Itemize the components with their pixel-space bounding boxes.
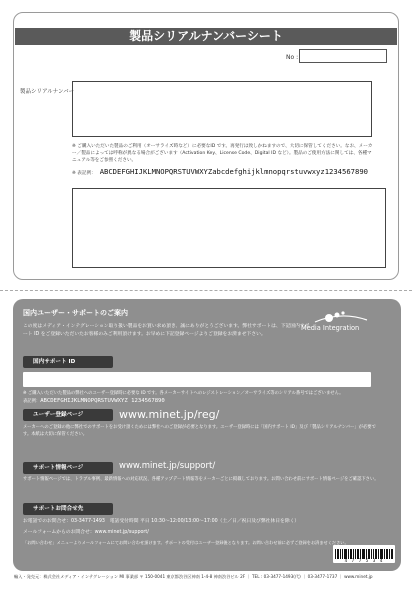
- support-info-description: サポート情報ページでは、トラブル事例、最新情報への対応状況、各種アップデート情報等をメーカーごとに掲載しております。お問い合わせ前にサポート情報ページをご確認下さい。: [23, 477, 379, 482]
- support-id-field[interactable]: [23, 372, 371, 387]
- contact-mail: メールフォームからのお問合せ：www.minet.jp/support/: [23, 530, 149, 535]
- serial-number-field[interactable]: [72, 81, 372, 137]
- serial-example-label: ※ 表記例：: [72, 171, 96, 176]
- serial-sheet-card: [13, 12, 399, 280]
- support-id-example-chars: ABCDEFGHIJKLMNOPQRSTUVWXYZ 1234567890: [40, 398, 165, 404]
- contact-heading: サポートお問合せ先: [23, 503, 113, 515]
- support-title: 国内ユーザー・サポートのご案内: [23, 309, 128, 317]
- contact-phone: お電話でのお問合せ：03-3477-1493 電話受付時間 平日 10:30～12:00/13:00～17:00（土／日／祝日及び弊社休日を除く）: [23, 519, 300, 524]
- support-info-heading: サポート情報ページ: [23, 462, 113, 474]
- sheet-title: 製品シリアルナンバーシート: [15, 28, 397, 45]
- support-panel: [13, 299, 401, 571]
- support-intro: この度はメディア・インテグレーション取り扱い製品をお買い求め頂き、誠にありがとうございます。弊社サポートは、下記国内サポート ID をご登録いただいたお客様のみご利用頂けます。お早めに下記登録ページよりご登録をお済ませ下さい。: [23, 324, 310, 337]
- logo-mark-icon: [301, 309, 377, 325]
- media-integration-logo: [301, 309, 377, 337]
- barcode-number: 4 7 7 5 3 4: [344, 558, 384, 563]
- footer-text: 輸入・発売元：株式会社メディア・インテグレーション MI 事業部 〒 150-0041 東京都渋谷区神南 1-4-8 神南渋谷ビル 2F ｜ TEL : 03-3477-1493(代) ｜ 03-3477-1737 ｜ www.minet.jp: [14, 574, 373, 579]
- cut-line: [0, 290, 412, 291]
- serial-example-chars: ABCDEFGHIJKLMNOPQRSTUVWXYZabcdefghijklmnopqrstuvwxyz1234567890: [99, 167, 368, 176]
- support-id-example-label: 表記例：: [23, 399, 41, 404]
- support-info-link[interactable]: www.minet.jp/support/: [119, 461, 216, 471]
- barcode: [333, 545, 395, 563]
- number-field[interactable]: [299, 49, 387, 63]
- serial-example: [72, 167, 368, 176]
- number-label: No :: [286, 54, 299, 61]
- support-id-heading: 国内サポート ID: [23, 356, 113, 368]
- serial-note: ※ ご購入いただいた製品のご利用（オーサライズ時など）に必要なID です。再発行は致しかねますので、大切に保管してください。なお、メーカー／製品によっては呼称が異なる場合がございます（Activation Key、License Code、Digital ID など）。製品のご使用方法に関しては、各種マニュアル等をご参照ください。: [72, 144, 373, 163]
- registration-link[interactable]: www.minet.jp/reg/: [119, 408, 220, 421]
- logo-text: Media Integration: [301, 324, 360, 332]
- serial-number-label: 製品シリアルナンバー: [20, 89, 75, 95]
- support-id-note: ※ ご購入いただいた製品の弊社へのユーザー登録時に必要な ID です。各メーカーサイトへのレジストレーション／オーサライズ等のシリアル番号ではございません。: [23, 391, 344, 396]
- registration-heading: ユーザー登録ページ: [23, 409, 113, 421]
- registration-description: メーカーへのご登録の他に弊社でのサポートをお受け頂くためには弊社へのご登録が必要となります。ユーザー登録時には「国内サポート ID」及び「製品シリアルナンバー」が必要です。本紙は大切に保管ください。: [23, 425, 376, 437]
- support-id-example: [23, 398, 165, 406]
- contact-note: 「お問い合わせ」メニューよりメールフォームにてお問い合わせ頂けます。サポートの受付はユーザー登録後となります。お問い合わせ前に必ずご登録をお済ませください。: [23, 540, 349, 545]
- serial-blank-box[interactable]: [72, 188, 386, 268]
